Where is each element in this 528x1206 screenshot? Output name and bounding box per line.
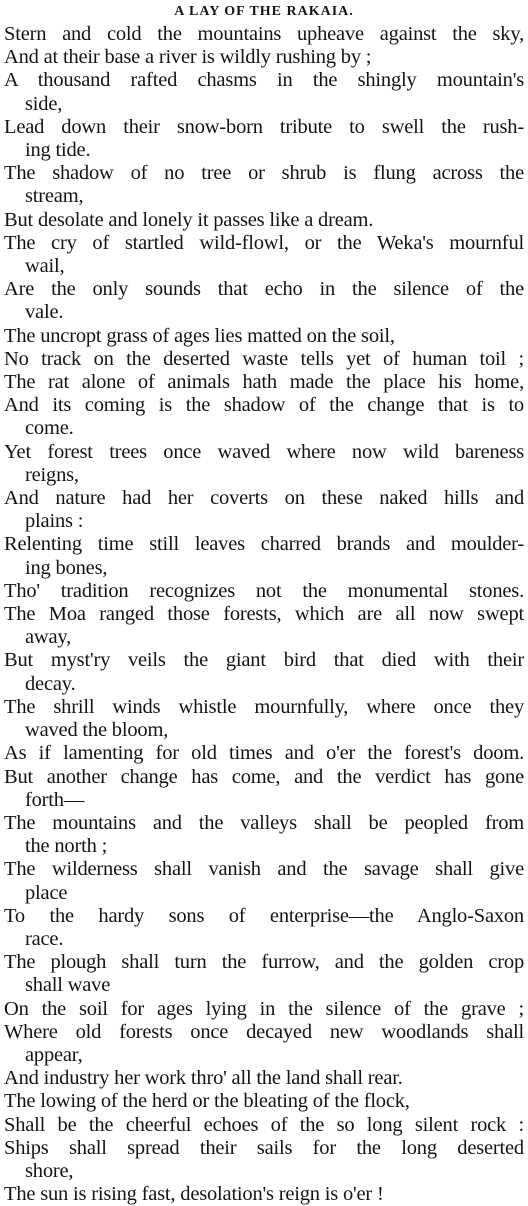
poem-line: And at their base a river is wildly rushing by ; [4,46,372,69]
poem-line: As if lamenting for old times and o'er the forest's doom. [4,742,524,765]
poem-line: Ships shall spread their sails for the long deserted [4,1136,524,1159]
poem-line-continuation: decay. [25,672,76,695]
poem-line-continuation: shall wave [25,974,111,997]
poem-line-continuation: come. [25,417,74,440]
poem-line: To the hardy sons of enterprise—the Anglo-Saxon [4,904,524,927]
poem-line: On the soil for ages lying in the silence of the grave ; [4,997,524,1020]
poem-line-continuation: race. [25,927,64,950]
poem-line-continuation: waved the bloom, [25,719,169,742]
poem-line-continuation: side, [25,92,63,115]
poem-line: The plough shall turn the furrow, and the golden crop [4,951,524,974]
poem-line: Shall be the cheerful echoes of the so long silent rock : [4,1113,524,1136]
poem-line: Where old forests once decayed new woodlands shall [4,1020,524,1043]
poem-line: The Moa ranged those forests, which are all now swept [4,603,524,626]
poem-line: A thousand rafted chasms in the shingly mountain's [4,69,524,92]
poem-line-continuation: away, [25,626,72,649]
poem-line-continuation: stream, [25,185,84,208]
poem-title: A LAY OF THE RAKAIA. [174,4,354,19]
poem-line: But another change has come, and the verdict has gone [4,765,524,788]
poem-line: Stern and cold the mountains upheave against the sky, [4,23,524,45]
poem-line-continuation: reigns, [25,463,79,486]
poem-line: No track on the deserted waste tells yet of human toil ; [4,347,524,370]
poem-line: Relenting time still leaves charred brands and moulder- [4,533,524,556]
poem-line: But desolate and lonely it passes like a dream. [4,208,374,231]
poem-line: The shadow of no tree or shrub is flung across the [4,162,524,185]
poem-line-continuation: ing tide. [25,139,91,162]
poem-line-continuation: appear, [25,1043,83,1066]
poem-line: The sun is rising fast, desolation's reign is o'er ! [4,1183,384,1206]
poem-line: The shrill winds whistle mournfully, where once they [4,695,524,718]
poem-line-continuation: wail, [25,255,65,278]
poem-line-continuation: forth— [25,788,85,811]
poem-body [4,23,524,1206]
poem-line: Yet forest trees once waved where now wild bareness [4,440,524,463]
poem-line-continuation: the north ; [25,835,108,858]
poem-line: The mountains and the valleys shall be peopled from [4,811,524,834]
poem-line: The wilderness shall vanish and the savage shall give [4,858,524,881]
poem-line-continuation: ing bones, [25,556,108,579]
poem-line-continuation: shore, [25,1159,74,1182]
poem-line: Tho' tradition recognizes not the monumental stones. [4,579,524,602]
poem-line: The cry of startled wild-flowl, or the Weka's mournful [4,231,524,254]
poem-line-continuation: place [25,881,68,904]
poem-line: The rat alone of animals hath made the place his home, [4,371,524,394]
poem-line: Are the only sounds that echo in the silence of the [4,278,524,301]
poem-line: The lowing of the herd or the bleating of the flock, [4,1090,410,1113]
poem-line: But myst'ry veils the giant bird that died with their [4,649,524,672]
poem-line: And industry her work thro' all the land shall rear. [4,1067,403,1090]
poem-line-continuation: vale. [25,301,64,324]
poem-line: The uncropt grass of ages lies matted on the soil, [4,324,395,347]
poem-line: Lead down their snow-born tribute to swell the rush- [4,115,524,138]
poem-line-continuation: plains : [25,510,84,533]
poem-line: And its coming is the shadow of the change that is to [4,394,524,417]
poem-line: And nature had her coverts on these naked hills and [4,487,524,510]
